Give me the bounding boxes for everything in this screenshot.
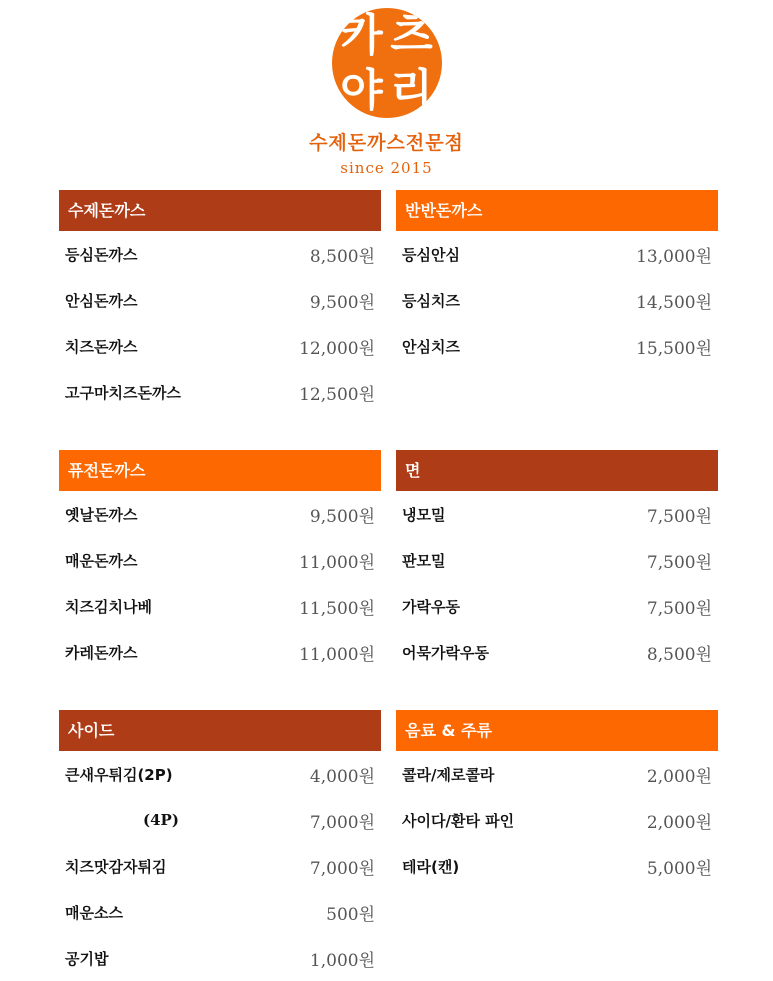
menu-item bbox=[59, 277, 381, 323]
item-price: 2,000원 bbox=[646, 766, 712, 787]
item-name: 안심돈까스 bbox=[65, 291, 138, 310]
menu-section-half bbox=[396, 190, 718, 369]
brand-header bbox=[0, 8, 773, 177]
item-price: 11,500원 bbox=[299, 598, 375, 619]
brand-logo bbox=[332, 8, 442, 118]
item-price: 15,500원 bbox=[636, 338, 712, 359]
item-price: 11,000원 bbox=[299, 644, 375, 665]
item-name: 매운소스 bbox=[65, 903, 123, 922]
item-name: 어묵가락우동 bbox=[402, 643, 489, 662]
tagline: 수제돈까스전문점 bbox=[309, 132, 464, 154]
item-price: 7,000원 bbox=[309, 858, 375, 879]
item-name: 치즈돈까스 bbox=[65, 337, 138, 356]
menu-item bbox=[59, 323, 381, 369]
item-name: 고구마치즈돈까스 bbox=[65, 383, 181, 402]
item-price: 8,500원 bbox=[309, 246, 375, 267]
section-header: 음료 & 주류 bbox=[396, 710, 718, 751]
item-price: 13,000원 bbox=[636, 246, 712, 267]
logo-glyph: 츠 bbox=[390, 9, 433, 61]
section-header: 수제돈까스 bbox=[59, 190, 381, 231]
section-header: 면 bbox=[396, 450, 718, 491]
section-header: 퓨전돈까스 bbox=[59, 450, 381, 491]
menu-item bbox=[396, 751, 718, 797]
item-price: 500원 bbox=[326, 904, 375, 925]
menu-item bbox=[59, 935, 381, 981]
menu-item bbox=[59, 369, 381, 415]
menu-item bbox=[396, 629, 718, 675]
item-name: 등심안심 bbox=[402, 245, 460, 264]
item-price: 7,500원 bbox=[646, 506, 712, 527]
logo-glyph: 야 bbox=[340, 64, 383, 116]
item-name: 등심돈까스 bbox=[65, 245, 138, 264]
menu-item bbox=[396, 491, 718, 537]
item-name: 치즈김치나베 bbox=[65, 597, 152, 616]
menu-item bbox=[396, 843, 718, 889]
menu-item bbox=[59, 537, 381, 583]
menu-item bbox=[59, 231, 381, 277]
item-name: 사이다/환타 파인 bbox=[402, 811, 515, 830]
item-name: 옛날돈까스 bbox=[65, 505, 138, 524]
item-name: 콜라/제로콜라 bbox=[402, 765, 495, 784]
item-price: 1,000원 bbox=[309, 950, 375, 971]
menu-item bbox=[396, 323, 718, 369]
item-price: 11,000원 bbox=[299, 552, 375, 573]
item-price: 12,500원 bbox=[299, 384, 375, 405]
menu-section-fusion bbox=[59, 450, 381, 675]
menu-section-side bbox=[59, 710, 381, 981]
item-price: 12,000원 bbox=[299, 338, 375, 359]
menu-item bbox=[59, 583, 381, 629]
item-price: 14,500원 bbox=[636, 292, 712, 313]
item-price: 7,500원 bbox=[646, 552, 712, 573]
menu-section-noodles bbox=[396, 450, 718, 675]
item-name: 큰새우튀김(2P) bbox=[65, 765, 173, 784]
menu-item bbox=[59, 751, 381, 797]
logo-glyph: 카 bbox=[340, 9, 383, 61]
item-name: 테라(캔) bbox=[402, 857, 460, 876]
menu-item bbox=[59, 797, 381, 843]
item-price: 7,000원 bbox=[309, 812, 375, 833]
item-price: 4,000원 bbox=[309, 766, 375, 787]
menu-item bbox=[396, 537, 718, 583]
menu-item bbox=[59, 843, 381, 889]
menu-item bbox=[59, 629, 381, 675]
menu-section-handmade bbox=[59, 190, 381, 415]
menu-item bbox=[396, 797, 718, 843]
item-name: 치즈맛감자튀김 bbox=[65, 857, 167, 876]
logo-glyph: 리 bbox=[390, 64, 433, 116]
menu-item bbox=[59, 889, 381, 935]
menu-section-drinks bbox=[396, 710, 718, 889]
item-price: 7,500원 bbox=[646, 598, 712, 619]
item-price: 9,500원 bbox=[309, 506, 375, 527]
item-price: 2,000원 bbox=[646, 812, 712, 833]
item-name: 등심치즈 bbox=[402, 291, 460, 310]
item-name: 판모밀 bbox=[402, 551, 446, 570]
logo-lettering bbox=[332, 8, 442, 118]
item-name: (4P) bbox=[143, 811, 179, 829]
item-name: 가락우동 bbox=[402, 597, 460, 616]
section-header: 반반돈까스 bbox=[396, 190, 718, 231]
item-name: 카레돈까스 bbox=[65, 643, 138, 662]
item-name: 냉모밀 bbox=[402, 505, 446, 524]
item-name: 매운돈까스 bbox=[65, 551, 138, 570]
item-name: 공기밥 bbox=[65, 949, 109, 968]
menu-item bbox=[396, 231, 718, 277]
item-name: 안심치즈 bbox=[402, 337, 460, 356]
item-price: 8,500원 bbox=[646, 644, 712, 665]
section-header: 사이드 bbox=[59, 710, 381, 751]
since-label: since 2015 bbox=[340, 159, 433, 177]
menu-item bbox=[396, 277, 718, 323]
menu-item bbox=[396, 583, 718, 629]
menu-item bbox=[59, 491, 381, 537]
item-price: 5,000원 bbox=[646, 858, 712, 879]
item-price: 9,500원 bbox=[309, 292, 375, 313]
